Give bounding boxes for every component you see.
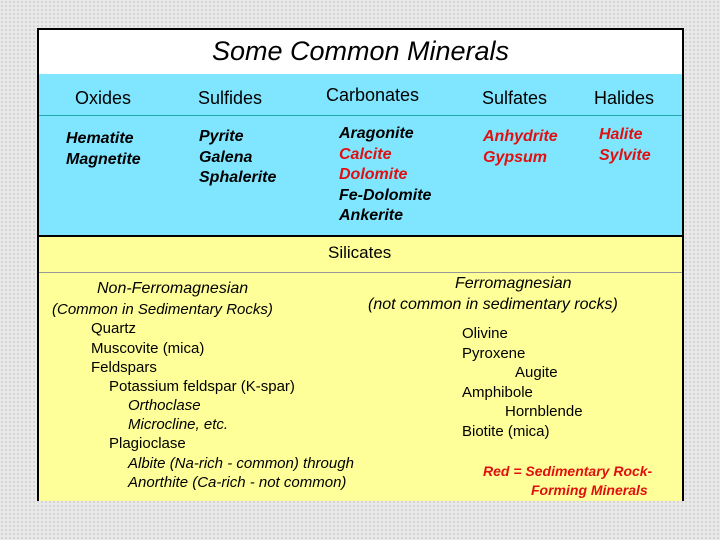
mineral-ankerite: Ankerite	[339, 207, 404, 224]
silicate-amphibole: Amphibole	[462, 384, 533, 401]
sulfates-list	[483, 127, 558, 168]
non-silicate-band	[39, 74, 682, 235]
mineral-fe-dolomite: Fe-Dolomite	[339, 186, 432, 204]
minerals-table	[37, 28, 684, 501]
non-ferro-heading: Non-Ferromagnesian	[97, 280, 249, 297]
header-carbonates: Carbonates	[326, 85, 420, 105]
silicate-anorthite: Anorthite (Ca-rich - not common)	[128, 474, 347, 491]
header-divider	[39, 115, 682, 116]
silicate-augite: Augite	[515, 364, 558, 381]
carbonates-list	[339, 124, 431, 227]
mineral-halite: Halite	[599, 126, 643, 143]
silicates-header: Silicates	[328, 243, 392, 262]
oxides-list	[66, 129, 141, 170]
mineral-hematite: Hematite	[66, 130, 134, 147]
silicate-plagioclase: Plagioclase	[109, 435, 186, 452]
sulfides-list	[199, 127, 276, 189]
mineral-aragonite: Aragonite	[339, 125, 414, 142]
silicate-microcline: Microcline, etc.	[128, 416, 229, 433]
ferro-heading: Ferromagnesian	[455, 275, 572, 292]
silicate-k-spar: Potassium feldspar (K-spar)	[109, 378, 295, 395]
silicate-muscovite: Muscovite (mica)	[91, 340, 205, 357]
ferro-subheading: (not common in sedimentary rocks)	[368, 296, 618, 313]
silicate-hornblende: Hornblende	[505, 403, 583, 420]
silicate-orthoclase: Orthoclase	[128, 397, 201, 414]
legend-note-line2: Forming Minerals	[531, 482, 648, 498]
mineral-magnetite: Magnetite	[66, 150, 141, 168]
silicate-pyroxene: Pyroxene	[462, 345, 526, 362]
mineral-sphalerite: Sphalerite	[199, 169, 277, 186]
mineral-galena: Galena	[199, 148, 253, 166]
header-oxides: Oxides	[75, 88, 132, 108]
title-band	[39, 30, 682, 76]
mineral-sylvite: Sylvite	[599, 146, 651, 164]
header-sulfates: Sulfates	[482, 88, 548, 108]
mineral-anhydrite: Anhydrite	[483, 128, 558, 145]
header-sulfides: Sulfides	[198, 88, 263, 108]
silicates-divider	[39, 272, 682, 273]
header-halides: Halides	[594, 88, 655, 108]
non-ferro-subheading: (Common in Sedimentary Rocks)	[52, 301, 273, 318]
page-title: Some Common Minerals	[211, 36, 510, 66]
mineral-pyrite: Pyrite	[199, 128, 244, 145]
halides-list	[599, 125, 651, 166]
silicates-band	[39, 235, 682, 501]
silicate-feldspars: Feldspars	[91, 359, 157, 376]
silicate-olivine: Olivine	[462, 325, 508, 342]
legend-note-line1: Red = Sedimentary Rock-	[483, 463, 653, 479]
silicate-albite: Albite (Na-rich - common) through	[128, 455, 354, 472]
silicate-biotite: Biotite (mica)	[462, 423, 550, 440]
mineral-gypsum: Gypsum	[483, 148, 548, 166]
mineral-dolomite: Dolomite	[339, 166, 408, 183]
silicate-quartz: Quartz	[91, 320, 137, 337]
mineral-calcite: Calcite	[339, 145, 392, 163]
